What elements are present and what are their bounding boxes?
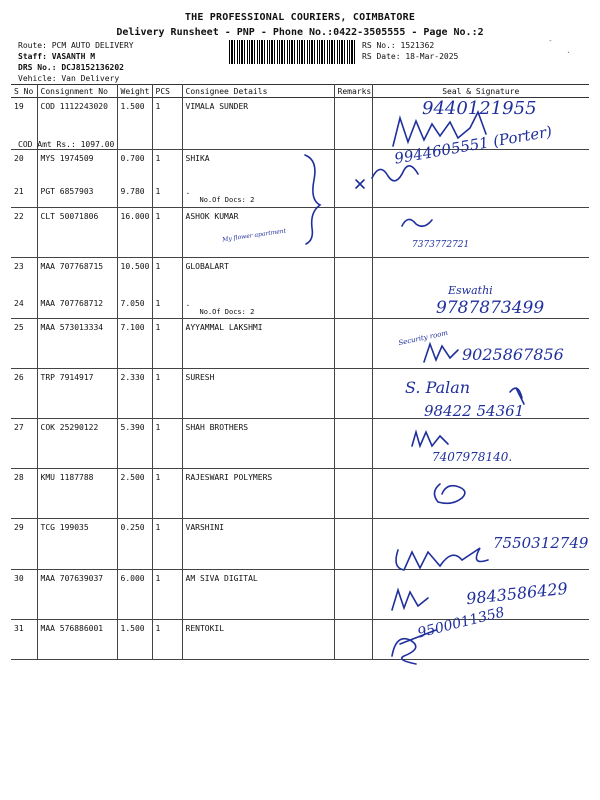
staff-line: Staff: VASANTH M [18, 52, 96, 61]
route-line: Route: PCM AUTO DELIVERY [18, 41, 134, 50]
row-weight: 0.250 [117, 519, 152, 570]
row-consignment: COK 25290122 [37, 419, 117, 469]
row-pcs: 1 [152, 469, 182, 519]
row-consignee: SHAH BROTHERS [182, 419, 334, 469]
row-pcs: 1 [152, 98, 182, 150]
row-sno: 24 [11, 295, 37, 319]
row-consignee: GLOBALART [182, 258, 334, 295]
row-weight: 2.330 [117, 369, 152, 419]
cod-amount: COD Amt Rs.: 1097.00 [18, 140, 115, 149]
row-consignment: MAA 576886001 [37, 620, 117, 660]
row-sno: 31 [11, 620, 37, 660]
table-row [11, 620, 589, 660]
handwritten-phone: 7407978140. [432, 450, 513, 464]
handwritten-note: Security room [397, 328, 449, 348]
row-consignee: AYYAMMAL LAKSHMI [182, 319, 334, 369]
row-remarks [334, 369, 372, 419]
handwritten-name: Eswathi [448, 284, 493, 297]
docs-note: No.Of Docs: 2 [199, 307, 255, 316]
row-consignee: RAJESWARI POLYMERS [182, 469, 334, 519]
col-consignee: Consignee Details [182, 85, 334, 98]
handwritten-name: S. Palan [405, 378, 471, 397]
row-pcs: 1 [152, 620, 182, 660]
row-sno: 29 [11, 519, 37, 570]
row-consignee: SURESH [182, 369, 334, 419]
row-remarks [334, 183, 372, 208]
row-signature [372, 208, 589, 258]
row-signature [372, 469, 589, 519]
corner-mark: · [566, 48, 571, 57]
row-remarks [334, 469, 372, 519]
row-remarks [334, 519, 372, 570]
row-pcs: 1 [152, 519, 182, 570]
table-row [11, 150, 589, 183]
table-row [11, 469, 589, 519]
table-row [11, 183, 589, 208]
row-consignee [182, 183, 334, 208]
row-pcs: 1 [152, 150, 182, 183]
row-remarks [334, 98, 372, 150]
row-remarks [334, 258, 372, 295]
row-pcs: 1 [152, 419, 182, 469]
row-pcs: 1 [152, 369, 182, 419]
consignee-name: . [185, 186, 191, 196]
row-remarks [334, 208, 372, 258]
row-weight: 9.780 [117, 183, 152, 208]
col-signature: Seal & Signature [442, 87, 520, 96]
handwritten-phone: 7550312749 [493, 534, 589, 552]
row-weight: 5.390 [117, 419, 152, 469]
row-consignee: ASHOK KUMAR [182, 208, 334, 258]
row-weight: 16.000 [117, 208, 152, 258]
handwritten-phone: 9025867856 [462, 345, 564, 364]
row-remarks [334, 570, 372, 620]
row-weight: 1.500 [117, 98, 152, 150]
row-consignment: COD 1112243020 [37, 98, 117, 150]
table-row [11, 258, 589, 295]
row-consignment: MAA 573013334 [37, 319, 117, 369]
runsheet-subtitle: Delivery Runsheet - PNP - Phone No.:0422-3505555 - Page No.:2 [116, 27, 484, 38]
corner-mark: - [548, 36, 553, 45]
col-consignment: Consignment No [37, 85, 117, 98]
handwritten-phone: 9787873499 [436, 298, 545, 318]
row-consignment: PGT 6857903 [37, 183, 117, 208]
row-pcs: 1 [152, 319, 182, 369]
row-sno: 21 [11, 183, 37, 208]
row-weight: 10.500 [117, 258, 152, 295]
row-consignee [182, 295, 334, 319]
rs-date: RS Date: 18-Mar-2025 [362, 52, 459, 61]
row-sno: 27 [11, 419, 37, 469]
row-consignment: MAA 707639037 [37, 570, 117, 620]
handwritten-phone: 9843586429 [465, 578, 569, 609]
drs-line: DRS No.: DCJ8152136202 [18, 63, 124, 72]
docs-note: No.Of Docs: 2 [199, 195, 255, 204]
handwritten-phone: 98422 54361 [424, 402, 525, 420]
row-weight: 0.700 [117, 150, 152, 183]
row-consignment: MAA 707768715 [37, 258, 117, 295]
handwritten-phone: 9500011358 [416, 604, 507, 642]
row-sno: 23 [11, 258, 37, 295]
barcode [229, 40, 357, 64]
row-pcs: 1 [152, 183, 182, 208]
row-weight: 2.500 [117, 469, 152, 519]
route-info [18, 40, 134, 84]
row-remarks [334, 295, 372, 319]
rs-info [362, 40, 458, 62]
row-pcs: 1 [152, 570, 182, 620]
row-sno: 28 [11, 469, 37, 519]
runsheet-table [11, 84, 589, 660]
row-consignment: MYS 1974509 [37, 150, 117, 183]
row-weight: 1.500 [117, 620, 152, 660]
col-remarks: Remarks [334, 85, 372, 98]
table-header-row [11, 85, 589, 98]
row-remarks [334, 150, 372, 183]
consignee-name: . [185, 298, 191, 308]
row-consignee: VARSHINI [182, 519, 334, 570]
company-title: THE PROFESSIONAL COURIERS, COIMBATORE [184, 12, 416, 23]
row-weight: 7.050 [117, 295, 152, 319]
handwritten-phone: 9440121955 [422, 98, 537, 119]
vehicle-line: Vehicle: Van Delivery [18, 74, 120, 83]
row-consignment: MAA 707768712 [37, 295, 117, 319]
row-sno: 25 [11, 319, 37, 369]
row-remarks [334, 620, 372, 660]
row-consignment: CLT 50071806 [37, 208, 117, 258]
row-sno: 20 [11, 150, 37, 183]
col-weight: Weight [117, 85, 152, 98]
row-consignee: VIMALA SUNDER [182, 98, 334, 150]
row-consignee: SHIKA [182, 150, 334, 183]
row-consignee: RENTOKIL [182, 620, 334, 660]
row-pcs: 1 [152, 208, 182, 258]
row-consignment: KMU 1187788 [37, 469, 117, 519]
row-consignee: AM SIVA DIGITAL [182, 570, 334, 620]
row-weight: 6.000 [117, 570, 152, 620]
row-pcs: 1 [152, 258, 182, 295]
handwritten-phone: 7373772721 [412, 240, 470, 250]
handwritten-phone: 9944605551 (Porter) [393, 122, 554, 168]
handwritten-note: My flower apartment [221, 227, 287, 244]
row-remarks [334, 419, 372, 469]
row-sno: 22 [11, 208, 37, 258]
row-pcs: 1 [152, 295, 182, 319]
col-pcs: PCS [152, 85, 182, 98]
col-sno: S No [11, 85, 37, 98]
rs-number: RS No.: 1521362 [362, 41, 435, 50]
row-sno: 30 [11, 570, 37, 620]
row-sno: 19 [11, 98, 37, 150]
row-weight: 7.100 [117, 319, 152, 369]
row-consignment: TCG 199035 [37, 519, 117, 570]
row-sno: 26 [11, 369, 37, 419]
row-signature [372, 183, 589, 208]
row-remarks [334, 319, 372, 369]
table-row [11, 208, 589, 258]
row-consignment: TRP 7914917 [37, 369, 117, 419]
